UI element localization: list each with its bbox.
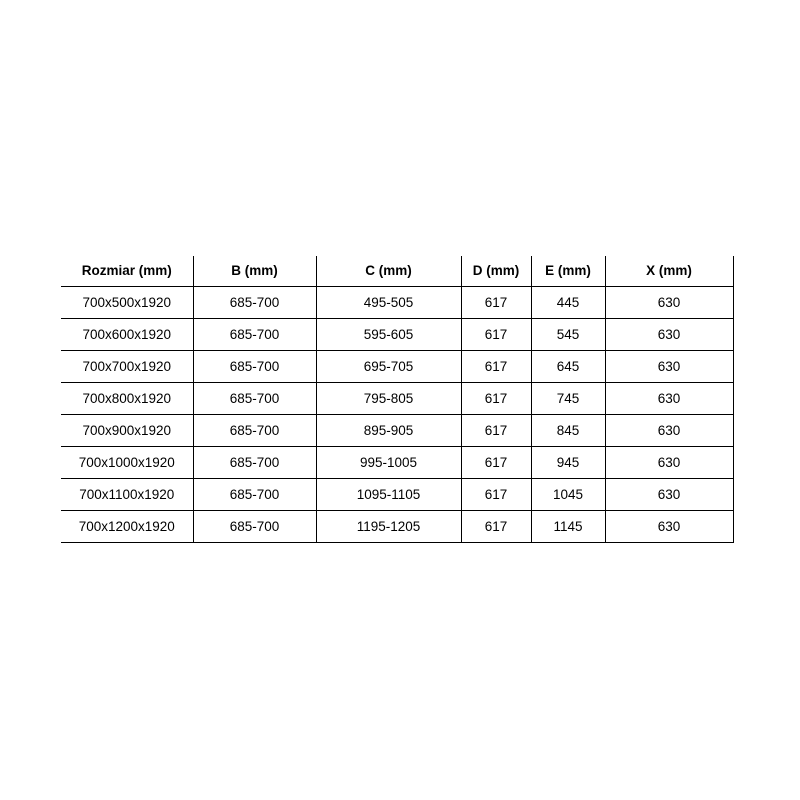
table-row: [61, 350, 733, 382]
table-cell-rozmiar: 700x600x1920: [61, 318, 193, 350]
table-row: [61, 510, 733, 542]
table-cell-b: 685-700: [193, 286, 316, 318]
dimension-spec-table: [61, 256, 734, 543]
table-cell-rozmiar: 700x900x1920: [61, 414, 193, 446]
table-cell-c: 695-705: [316, 350, 461, 382]
table-cell-rozmiar: 700x1200x1920: [61, 510, 193, 542]
table-cell-c: 1195-1205: [316, 510, 461, 542]
column-header-c: C (mm): [316, 256, 461, 286]
table-cell-rozmiar: 700x1100x1920: [61, 478, 193, 510]
column-header-x: X (mm): [605, 256, 733, 286]
table-cell-b: 685-700: [193, 510, 316, 542]
table-cell-e: 445: [531, 286, 605, 318]
table-cell-d: 617: [461, 446, 531, 478]
table-cell-e: 1145: [531, 510, 605, 542]
table-cell-b: 685-700: [193, 446, 316, 478]
table-cell-e: 645: [531, 350, 605, 382]
table-cell-x: 630: [605, 286, 733, 318]
table-cell-e: 545: [531, 318, 605, 350]
table-cell-b: 685-700: [193, 382, 316, 414]
table-header-row: [61, 256, 733, 286]
table-cell-c: 795-805: [316, 382, 461, 414]
table-cell-b: 685-700: [193, 318, 316, 350]
table-cell-e: 845: [531, 414, 605, 446]
table-cell-d: 617: [461, 318, 531, 350]
table-cell-b: 685-700: [193, 350, 316, 382]
table-cell-c: 895-905: [316, 414, 461, 446]
table-row: [61, 318, 733, 350]
table-cell-x: 630: [605, 414, 733, 446]
table-cell-d: 617: [461, 478, 531, 510]
table-row: [61, 446, 733, 478]
table-cell-d: 617: [461, 414, 531, 446]
table-cell-x: 630: [605, 318, 733, 350]
table-cell-rozmiar: 700x1000x1920: [61, 446, 193, 478]
table-cell-e: 1045: [531, 478, 605, 510]
table-cell-d: 617: [461, 350, 531, 382]
table-cell-c: 495-505: [316, 286, 461, 318]
table-cell-b: 685-700: [193, 478, 316, 510]
table-cell-x: 630: [605, 446, 733, 478]
table-cell-d: 617: [461, 510, 531, 542]
table-cell-rozmiar: 700x800x1920: [61, 382, 193, 414]
table-cell-x: 630: [605, 382, 733, 414]
table-row: [61, 382, 733, 414]
table-row: [61, 286, 733, 318]
table-cell-c: 1095-1105: [316, 478, 461, 510]
column-header-rozmiar: Rozmiar (mm): [61, 256, 193, 286]
table-row: [61, 478, 733, 510]
table-cell-rozmiar: 700x700x1920: [61, 350, 193, 382]
table-cell-c: 995-1005: [316, 446, 461, 478]
table-cell-x: 630: [605, 478, 733, 510]
column-header-d: D (mm): [461, 256, 531, 286]
table-cell-d: 617: [461, 286, 531, 318]
table-cell-d: 617: [461, 382, 531, 414]
column-header-b: B (mm): [193, 256, 316, 286]
table-cell-e: 945: [531, 446, 605, 478]
table-cell-rozmiar: 700x500x1920: [61, 286, 193, 318]
table-cell-e: 745: [531, 382, 605, 414]
table-row: [61, 414, 733, 446]
table-cell-x: 630: [605, 510, 733, 542]
column-header-e: E (mm): [531, 256, 605, 286]
table-cell-b: 685-700: [193, 414, 316, 446]
table-cell-x: 630: [605, 350, 733, 382]
table-cell-c: 595-605: [316, 318, 461, 350]
